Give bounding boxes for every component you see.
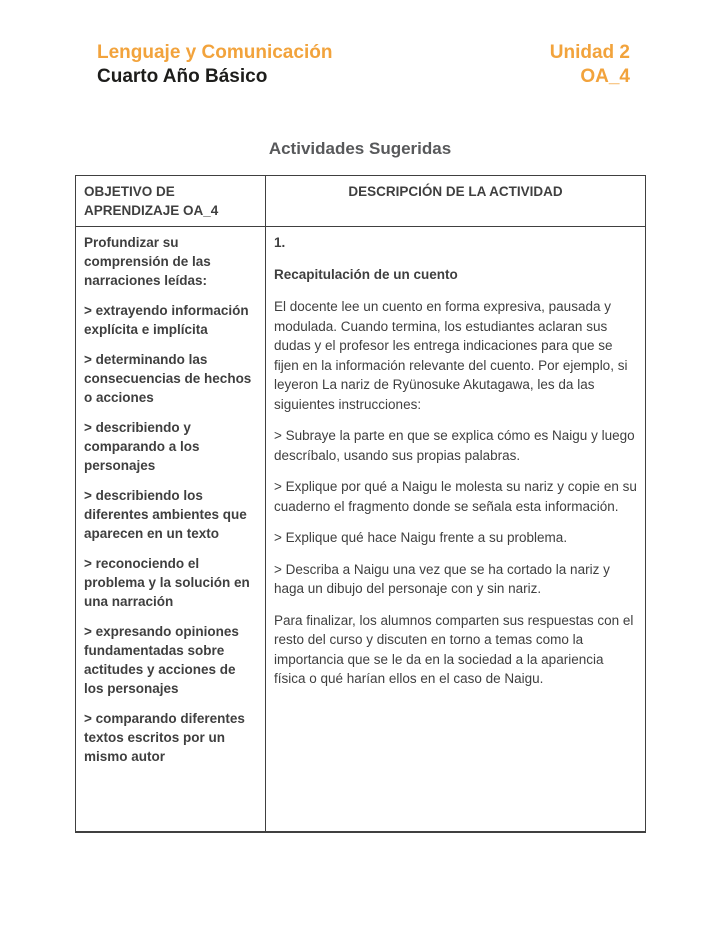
objective-item: > describiendo los diferentes ambientes que aparecen en un texto bbox=[84, 488, 247, 541]
objective-item: > extrayendo información explícita e implícita bbox=[84, 303, 249, 337]
objective-cell bbox=[76, 227, 266, 832]
oa-label: OA_4 bbox=[580, 66, 630, 87]
activity-paragraph: > Subraye la parte en que se explica cómo es Naigu y luego descríbalo, usando sus propias palabras. bbox=[274, 428, 635, 463]
header-right bbox=[550, 41, 630, 89]
subject-title: Lenguaje y Comunicación bbox=[97, 42, 333, 63]
activity-paragraph: El docente lee un cuento en forma expresiva, pausada y modulada. Cuando termina, los estudiantes aclaran sus dudas y el profesor les entrega indicaciones para que se fijen en la información relevante del cuento. Por ejemplo, si leyeron La nariz de Ryünosuke Akutagawa, les da las siguientes instrucciones: bbox=[274, 299, 628, 412]
header-left bbox=[97, 41, 332, 89]
objective-item: > expresando opiniones fundamentadas sobre actitudes y acciones de los personajes bbox=[84, 624, 239, 696]
table-header-row bbox=[76, 176, 646, 227]
objective-item: > comparando diferentes textos escritos por un mismo autor bbox=[84, 711, 245, 764]
objective-item: > determinando las consecuencias de hechos o acciones bbox=[84, 352, 252, 405]
grade-title: Cuarto Año Básico bbox=[97, 66, 268, 87]
table-row bbox=[76, 227, 646, 832]
objective-column-header: OBJETIVO DE APRENDIZAJE OA_4 bbox=[76, 176, 266, 227]
unit-label: Unidad 2 bbox=[549, 42, 630, 63]
objective-item: Profundizar su comprensión de las narraciones leídas: bbox=[84, 235, 211, 288]
activity-paragraph: > Describa a Naigu una vez que se ha cortado la nariz y haga un dibujo del personaje con y sin nariz. bbox=[274, 561, 610, 596]
activities-table bbox=[75, 175, 646, 833]
objective-item: > describiendo y comparando a los personajes bbox=[84, 420, 200, 473]
activity-paragraph: > Explique por qué a Naigu le molesta su nariz y copie en su cuaderno el fragmento donde se señala esta información. bbox=[274, 479, 637, 514]
description-cell bbox=[266, 227, 646, 832]
activity-paragraph: Para finalizar, los alumnos comparten sus respuestas con el resto del curso y discuten en torno a temas como la importancia que se le da en la sociedad a la apariencia física o qué harían ellos en el caso de Naigu. bbox=[274, 612, 634, 686]
page-title: Actividades Sugeridas bbox=[268, 139, 452, 158]
description-column-header: DESCRIPCIÓN DE LA ACTIVIDAD bbox=[266, 176, 646, 227]
activity-paragraph: > Explique qué hace Naigu frente a su problema. bbox=[274, 530, 568, 545]
activity-number: 1. bbox=[274, 235, 286, 250]
objective-item: > reconociendo el problema y la solución en una narración bbox=[84, 556, 250, 609]
activity-subtitle: Recapitulación de un cuento bbox=[274, 266, 458, 282]
